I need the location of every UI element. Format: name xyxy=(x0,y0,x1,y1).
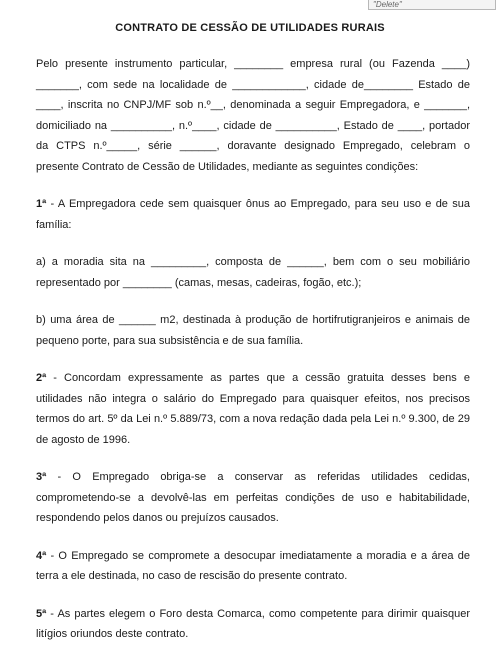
paragraph-clause-1 xyxy=(36,194,470,235)
clause-number: 4ª xyxy=(36,549,47,562)
paragraph-text: - A Empregadora cede sem quaisquer ônus ao Empregado, para seu uso e de sua família: xyxy=(36,198,470,231)
paragraph-text: Pelo presente instrumento particular, ________ empresa rural (ou Fazenda ____) _______, com sede na localidade de ____________, cidade de________ Estado de ____, inscrita no CNPJ/MF sob n.º__, denominada a seguir Empregadora, e _______, domiciliado na __________, n.º____, cidade de __________, Estado de ____, portador da CTPS n.º_____, série ______, doravante designado Empregado, celebram o presente Contrato de Cessão de Utilidades, mediante as seguintes condições: xyxy=(36,58,470,173)
clause-number: 1ª xyxy=(36,198,47,210)
paragraph-clause-4 xyxy=(36,546,470,587)
paragraph-text: b) uma área de ______ m2, destinada à produção de hortifrutigranjeiros e animais de pequeno porte, para sua subsistência e de sua família. xyxy=(36,314,470,347)
paragraph-text: - As partes elegem o Foro desta Comarca, como competente para dirimir quaisquer litígios oriundos deste contrato. xyxy=(36,607,470,640)
paragraph-item-a xyxy=(36,252,470,293)
paragraph-clause-2 xyxy=(36,368,470,450)
paragraph-text: - O Empregado se compromete a desocupar imediatamente a moradia e a área de terra a ele destinada, no caso de rescisão do presente contrato. xyxy=(36,549,470,582)
clause-number: 3ª xyxy=(36,471,47,483)
clause-number: 5ª xyxy=(36,607,47,620)
paragraph-text: - O Empregado obriga-se a conservar as referidas utilidades cedidas, comprometendo-se a devolvê-las em perfeitas condições de uso e habitabilidade, respondendo pelos danos ou prejuízos causados. xyxy=(36,471,470,524)
paragraph-clause-3 xyxy=(36,467,470,529)
clause-number: 2ª xyxy=(36,372,47,384)
paragraph-preamble xyxy=(36,54,470,177)
paragraph-text: a) a moradia sita na _________, composta de ______, bem com o seu mobiliário representado por ________ (camas, mesas, cadeiras, fogão, etc.); xyxy=(36,256,470,289)
paragraph-text: - Concordam expressamente as partes que a cessão gratuita desses bens e utilidades não integra o salário do Empregado para quaisquer efeitos, nos precisos termos do art. 5º da Lei n.º 5.889/73, com a nova redação dada pela Lei n.º 9.300, de 29 de agosto de 1996. xyxy=(36,372,470,446)
paragraph-clause-5 xyxy=(36,604,470,645)
document-body xyxy=(36,54,470,662)
delete-hint-label: "Delete" xyxy=(368,0,496,10)
document-title: CONTRATO DE CESSÃO DE UTILIDADES RURAIS xyxy=(115,22,385,34)
paragraph-item-b xyxy=(36,310,470,351)
